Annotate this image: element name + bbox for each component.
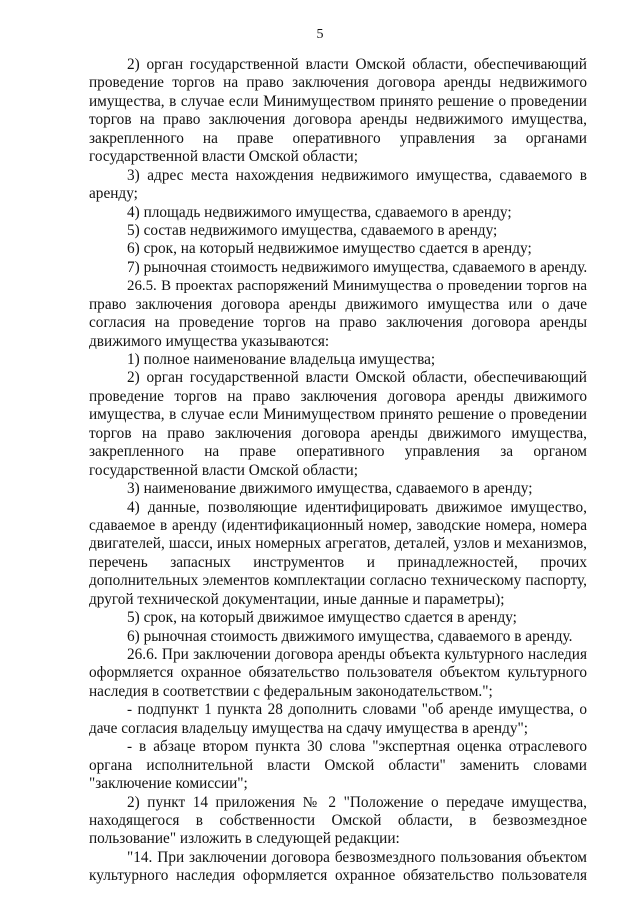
- text-line: культурного наследия оформляется охранное обязательство пользователя: [89, 867, 587, 885]
- text-line: органа исполнительной власти Омской области" заменить словами: [89, 756, 587, 774]
- text-line: - в абзаце втором пункта 30 слова "экспертная оценка отраслевого: [127, 738, 587, 756]
- text-line: государственной власти Омской области;: [89, 461, 358, 479]
- text-line: торгов на право заключения договора аренды движимого имущества,: [89, 424, 587, 442]
- text-line: даче согласия владельцу имущества на сдачу имущества в аренду";: [89, 719, 528, 737]
- document-body: [89, 56, 587, 886]
- text-line: находящегося в собственности Омской области, в безвозмездное: [89, 811, 587, 829]
- text-line: наследия в соответствии с федеральным законодательством.";: [89, 682, 493, 700]
- text-line: закрепленного на праве оперативного управления за органом: [89, 443, 587, 461]
- text-line: согласия на проведение торгов на право заключения договора аренды: [89, 314, 587, 332]
- text-line: 2) пункт 14 приложения № 2 "Положение о передаче имущества,: [127, 793, 587, 811]
- text-line: сдаваемое в аренду (идентификационный номер, заводские номера, номера: [89, 516, 587, 534]
- text-line: государственной власти Омской области;: [89, 148, 358, 166]
- text-line: 5) состав недвижимого имущества, сдаваемого в аренду;: [127, 221, 498, 239]
- text-line: закрепленного на праве оперативного управления за органами: [89, 129, 587, 147]
- text-line: "14. При заключении договора безвозмездного пользования объектом: [127, 848, 587, 866]
- text-line: 3) наименование движимого имущества, сдаваемого в аренду;: [127, 480, 533, 498]
- page-number: 5: [316, 27, 324, 42]
- text-line: имущества, в случае если Минимуществом принято решение о проведении: [89, 92, 587, 110]
- text-line: 4) данные, позволяющие идентифицировать движимое имущество,: [127, 498, 587, 516]
- text-line: 4) площадь недвижимого имущества, сдаваемого в аренду;: [127, 203, 512, 221]
- text-line: "заключение комиссии";: [89, 775, 248, 793]
- text-line: 5) срок, на который движимое имущество сдается в аренду;: [127, 609, 517, 627]
- text-line: 2) орган государственной власти Омской области, обеспечивающий: [127, 369, 587, 387]
- text-line: двигателей, шасси, иных номерных агрегатов, деталей, узлов и механизмов,: [89, 535, 587, 553]
- text-line: 2) орган государственной власти Омской области, обеспечивающий: [127, 56, 587, 73]
- text-line: проведение торгов на право заключения договора аренды недвижимого: [89, 74, 587, 92]
- text-line: другой технической документации, иные данные и параметры);: [89, 590, 505, 608]
- text-line: дополнительных элементов комплектации согласно техническому паспорту,: [89, 572, 587, 590]
- text-line: аренду;: [89, 185, 138, 203]
- text-line: 26.5. В проектах распоряжений Минимущества о проведении торгов на: [127, 278, 587, 295]
- text-line: перечень запасных инструментов и принадлежностей, прочих: [89, 553, 587, 571]
- text-line: проведение торгов на право заключения договора аренды движимого: [89, 387, 587, 405]
- text-line: пользование" изложить в следующей редакции:: [89, 830, 400, 848]
- text-line: 6) рыночная стоимость движимого имущества, сдаваемого в аренду.: [127, 627, 573, 645]
- text-line: 26.6. При заключении договора аренды объекта культурного наследия: [127, 646, 587, 663]
- text-line: оформляется охранное обязательство пользователя объектом культурного: [89, 664, 587, 682]
- text-line: - подпункт 1 пункта 28 дополнить словами "об аренде имущества, о: [127, 701, 587, 719]
- text-line: движимого имущества указываются:: [89, 332, 330, 350]
- text-line: право заключения договора аренды движимого имущества или о даче: [89, 295, 587, 313]
- text-line: 6) срок, на который недвижимое имущество сдается в аренду;: [127, 240, 532, 258]
- text-line: 7) рыночная стоимость недвижимого имущества, сдаваемого в аренду.: [127, 258, 587, 276]
- text-line: 1) полное наименование владельца имущества;: [127, 351, 436, 368]
- text-line: имущества, в случае если Минимуществом принято решение о проведении: [89, 406, 587, 424]
- text-line: 3) адрес места нахождения недвижимого имущества, сдаваемого в: [127, 166, 587, 184]
- text-line: торгов на право заключения договора аренды недвижимого имущества,: [89, 111, 587, 129]
